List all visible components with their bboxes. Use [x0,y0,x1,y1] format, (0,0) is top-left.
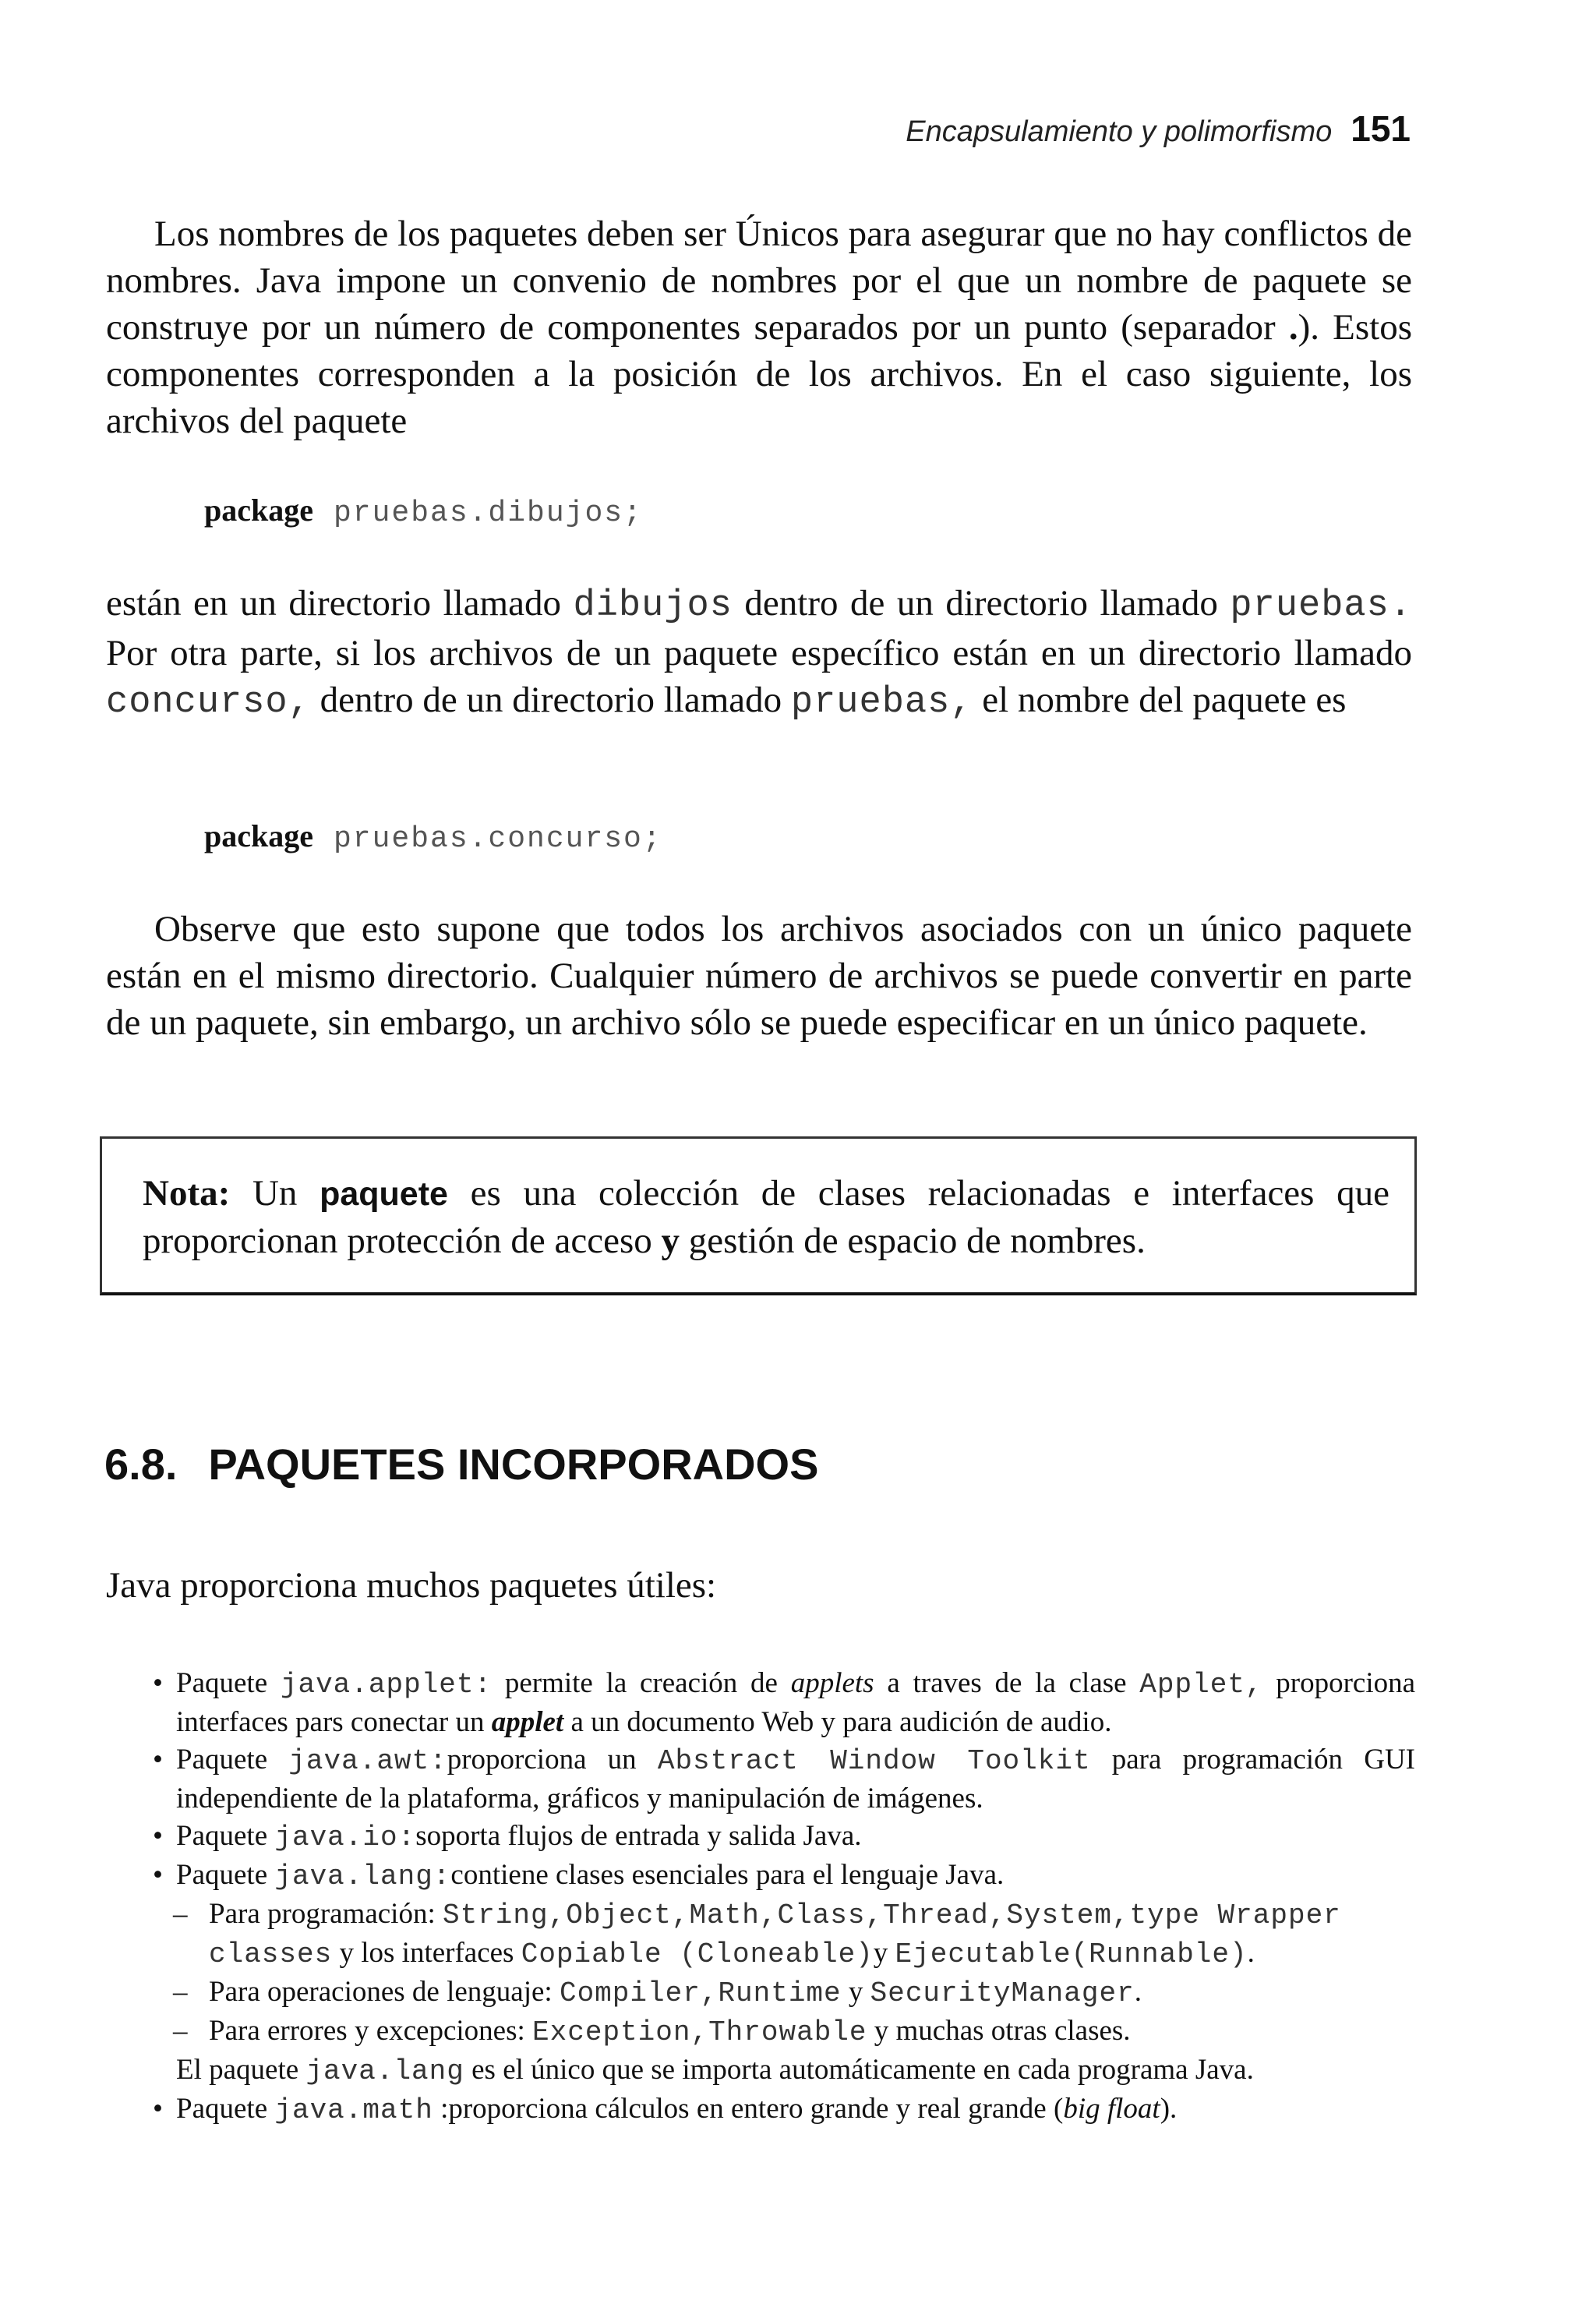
running-header [906,108,1411,150]
package-list [153,1665,1415,2129]
list-item-java-applet: • Paquete java.applet: permite la creación de applets a traves de la clase Applet, proporciona interfaces pars conectar un applet a un documento Web y para audición de audio. [153,1667,1416,1738]
code-example-dibujos: package pruebas.dibujos; [204,493,643,530]
paragraph-single-directory: Observe que esto supone que todos los archivos asociados con un único paquete están en el mismo directorio. Cualquier número de archivos se puede convertir en parte de un paquete, sin embargo, un archivo sólo se puede especificar en un único paquete. [106,909,1412,1043]
code-example-concurso: package pruebas.concurso; [204,818,662,856]
paragraph-package-names: Los nombres de los paquetes deben ser Únicos para asegurar que no hay conflictos de nombres. Java impone un convenio de nombres por el que un nombre de paquete se construye por un número de componentes separados por un punto (separador .). Estos componentes corresponden a la posición de los archivos. En el caso siguiente, los archivos del paquete [106,214,1413,441]
chapter-title: Encapsulamiento y polimorfismo [906,115,1333,148]
note-box [100,1136,1417,1295]
section-title: PAQUETES INCORPORADOS [208,1440,819,1489]
java-lang-note: El paquete java.lang es el único que se importa automáticamente en cada programa Java. [176,2054,1254,2087]
list-item-java-lang: • Paquete java.lang:contiene clases esenciales para el lenguaje Java. [153,1859,1005,1892]
section-heading [104,1439,818,1489]
list-item-java-awt: • Paquete java.awt:proporciona un Abstract Window Toolkit para programación GUI independiente de la plataforma, gráficos y manipulación de imágenes. [153,1744,1415,1814]
section-number: 6.8. [104,1440,178,1489]
paragraph-directory-structure: están en un directorio llamado dibujos dentro de un directorio llamado pruebas. Por otra parte, si los archivos de un paquete específico están en un directorio llamado concurso, dentro de un directorio llamado pruebas, el nombre del paquete es [106,583,1413,723]
sublist-item-language-ops: – Para operaciones de lenguaje: Compiler,Runtime y SecurityManager. [173,1976,1142,2009]
list-item-java-io: • Paquete java.io:soporta flujos de entrada y salida Java. [153,1820,862,1853]
page-number: 151 [1351,108,1411,149]
sublist-item-programming: – Para programación: String,Object,Math,Class,Thread,System,type Wrapper classes y los interfaces Copiable (Cloneable)y Ejecutable(Runnable). [173,1898,1341,1970]
sublist-item-errors: – Para errores y excepciones: Exception,Throwable y muchas otras clases. [173,2015,1131,2048]
note-text: Nota: Un paquete es una colección de clases relacionadas e interfaces que proporcionan protección de acceso y gestión de espacio de nombres. [143,1173,1389,1261]
list-item-java-math: • Paquete java.math :proporciona cálculos en entero grande y real grande (big float). [153,2093,1178,2126]
section-intro: Java proporciona muchos paquetes útiles: [106,1565,717,1606]
